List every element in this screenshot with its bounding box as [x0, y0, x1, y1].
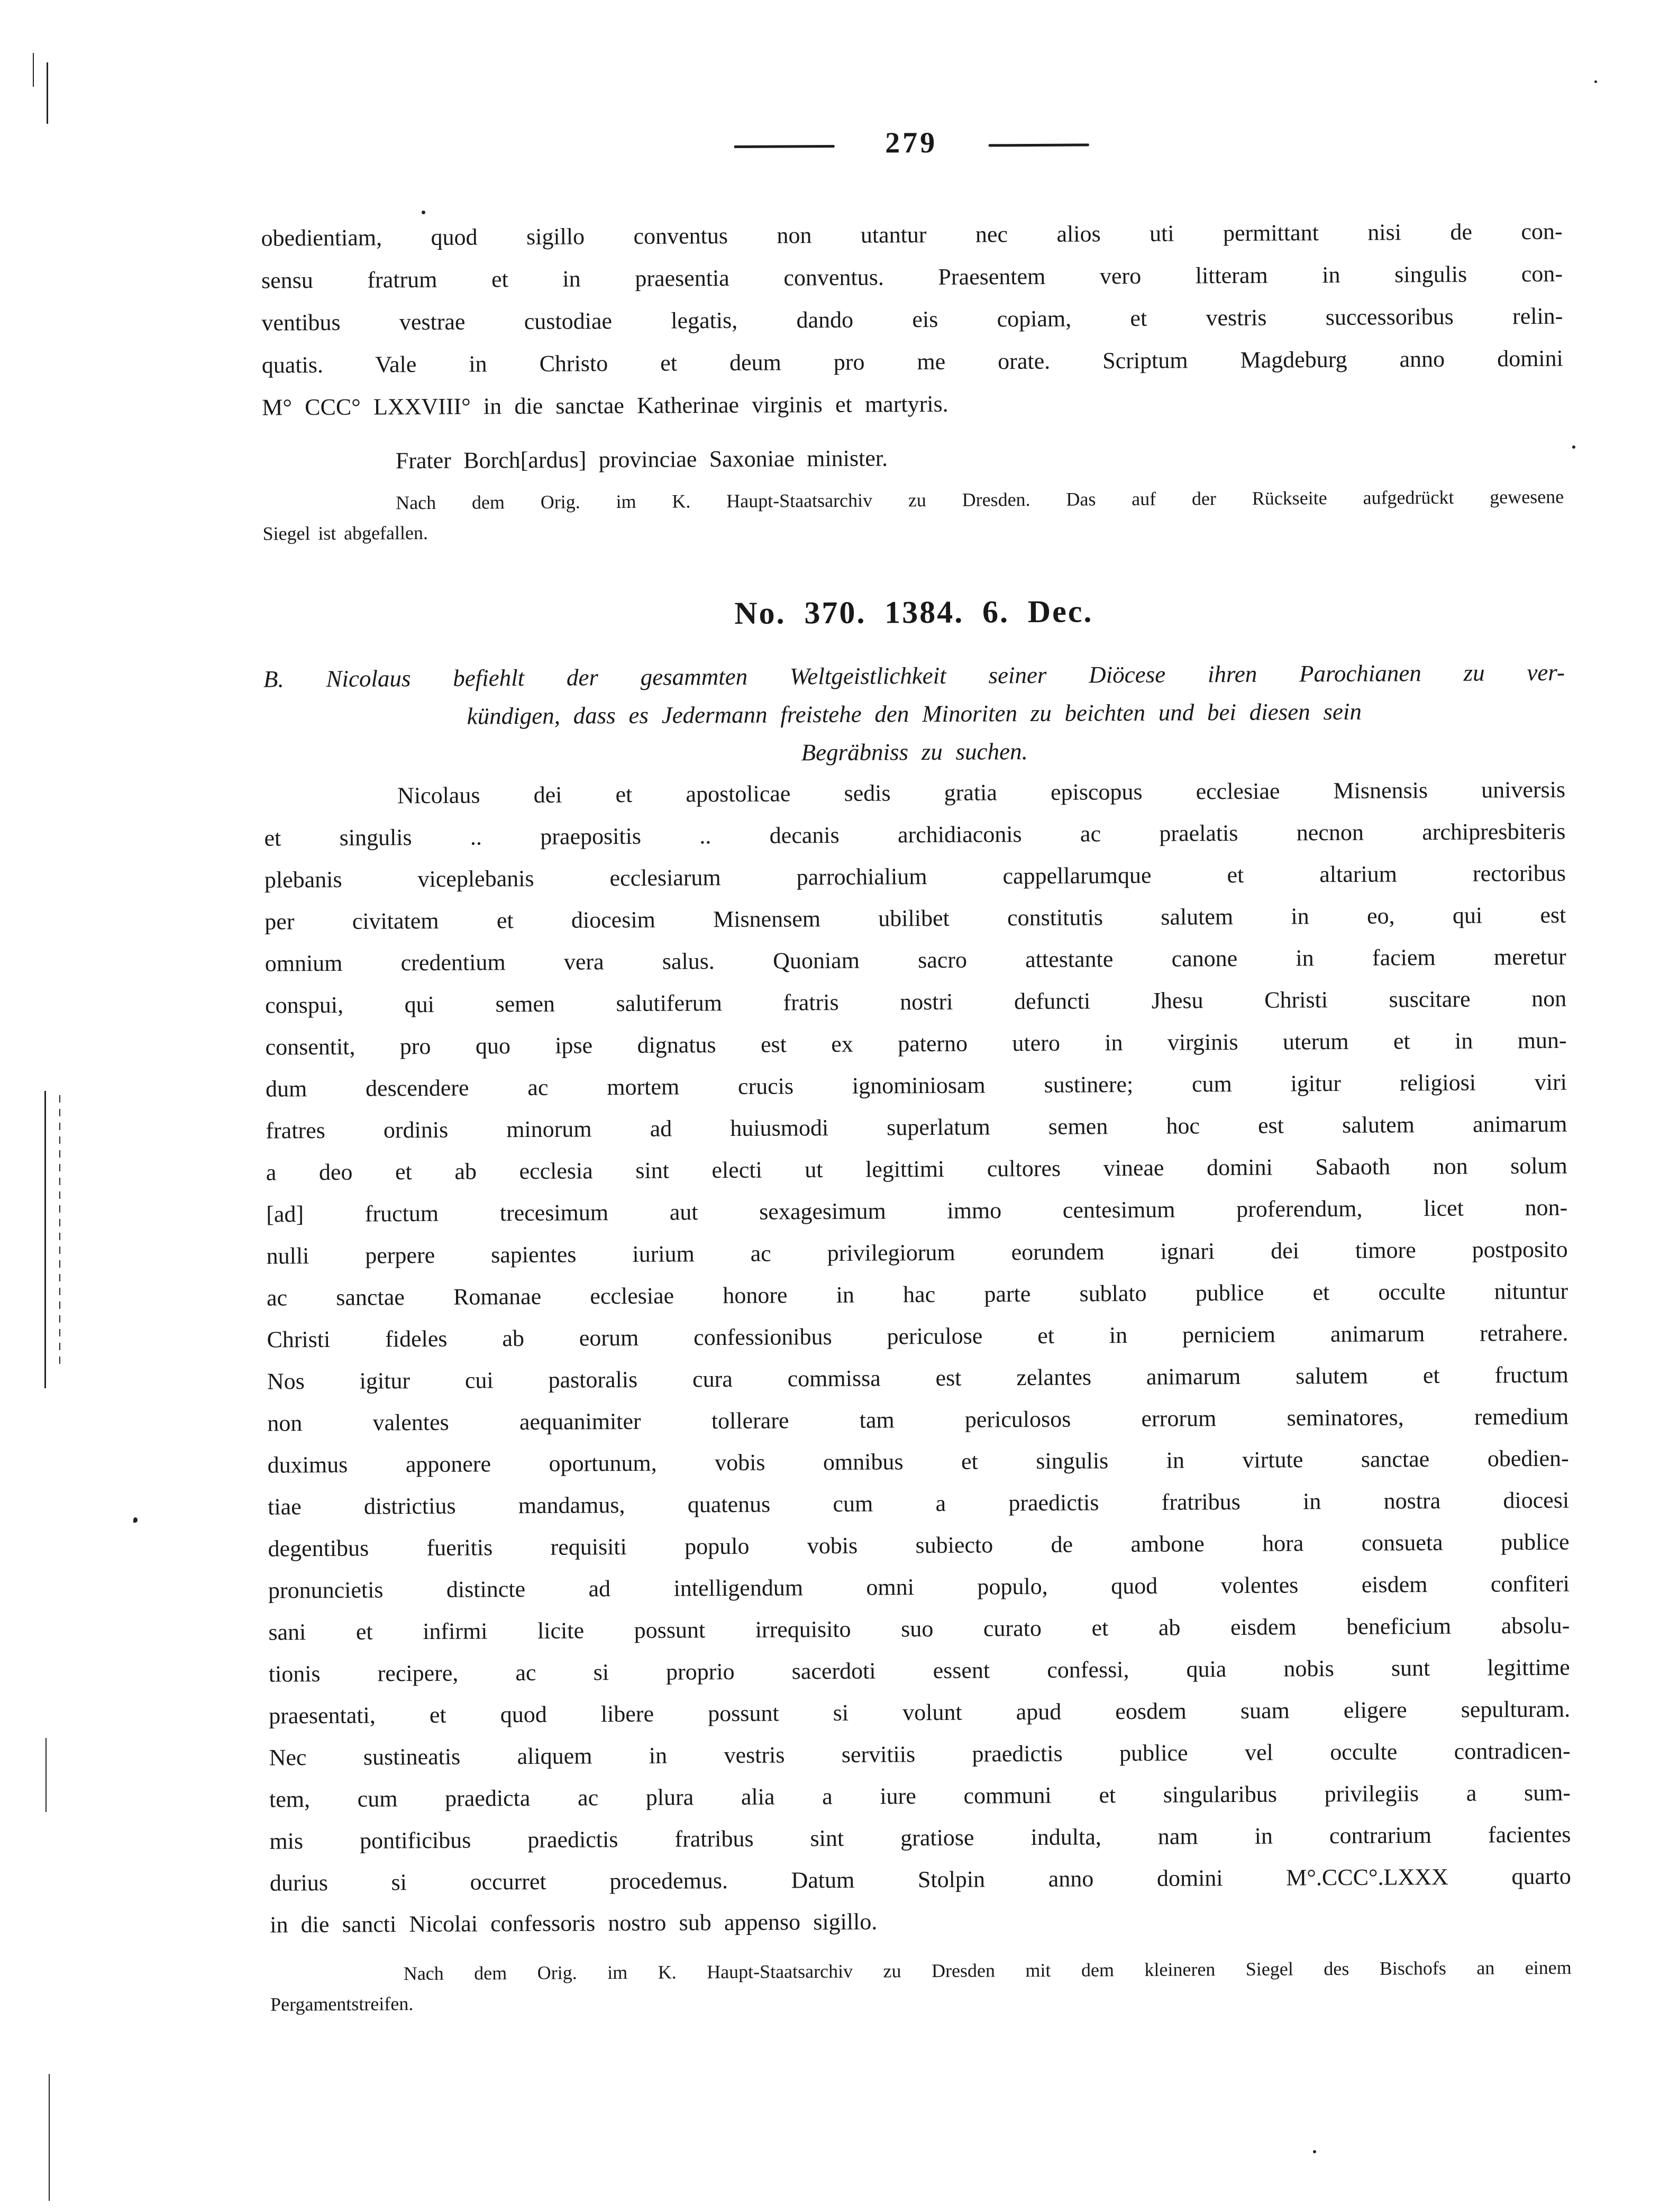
text-line: Pergamentstreifen.: [270, 1993, 414, 2015]
text-line: sensu fratrum et in praesentia conventus. Praesentem vero litteram in singulis con-: [261, 260, 1563, 294]
text-line: tiae districtius mandamus, quatenus cum a praedictis fratribus in nostra diocesi: [268, 1487, 1570, 1520]
text-line: ac sanctae Romanae ecclesiae honore in hac parte sublato publice et occulte nituntur: [266, 1278, 1568, 1311]
text-line: fratres ordinis minorum ad huiusmodi superlatum semen hoc est salutem animarum: [266, 1110, 1567, 1144]
entry-370-source-note: [270, 1953, 1572, 2020]
text-line: omnium credentium vera salus. Quoniam sacro attestante canone in faciem meretur: [264, 943, 1566, 977]
text-line: praesentati, et quod libere possunt si volunt apud eosdem suam eligere sepulturam.: [269, 1696, 1571, 1729]
text-line: in die sancti Nicolai confessoris nostro sub appenso sigillo.: [270, 1908, 878, 1938]
entry-370-summary: [263, 653, 1565, 775]
scan-artifact: [44, 1091, 46, 1388]
scan-speck: [1313, 2150, 1316, 2153]
scan-speck: [1594, 80, 1597, 83]
text-line: Nicolaus dei et apostolicae sedis gratia episcopus ecclesiae Misnensis universis: [397, 776, 1566, 809]
text-line: Nach dem Orig. im K. Haupt-Staatsarchiv zu Dresden mit dem kleineren Siegel des Bischofs an einem: [403, 1956, 1572, 1985]
text-line: [ad] fructum trecesimum aut sexagesimum immo centesimum proferendum, licet non-: [266, 1194, 1568, 1227]
text-line: Nec sustineatis aliquem in vestris servitiis praedictis publice vel occulte contradicen-: [269, 1737, 1571, 1771]
text-line: degentibus fueritis requisiti populo vobis subiecto de ambone hora consueta publice: [268, 1528, 1570, 1562]
scan-artifact: [59, 1095, 60, 1370]
text-line: ventibus vestrae custodiae legatis, dando eis copiam, et vestris successoribus relin-: [261, 303, 1563, 336]
text-line: quatis. Vale in Christo et deum pro me orate. Scriptum Magdeburg anno domini: [261, 345, 1563, 378]
text-line: M° CCC° LXXVIII° in die sanctae Katherinae virginis et martyris.: [262, 390, 948, 421]
page-number: 279: [884, 126, 938, 160]
entry-370-body: [264, 769, 1572, 1946]
text-line: tem, cum praedicta ac plura alia a iure communi et singularibus privilegiis a sum-: [269, 1779, 1571, 1813]
scan-artifact: [47, 62, 48, 124]
entry-370-heading: No. 370. 1384. 6. Dec.: [734, 594, 1093, 631]
text-line: Nach dem Orig. im K. Haupt-Staatsarchiv zu Dresden. Das auf der Rückseite aufgedrückt gewesene: [396, 486, 1564, 514]
scan-speck: [133, 1517, 138, 1523]
text-line: consentit, pro quo ipse dignatus est ex paterno utero in virginis uterum et in mun-: [265, 1027, 1567, 1060]
scan-artifact: [45, 1738, 47, 1812]
text-line: plebanis viceplebanis ecclesiarum parrochialium cappellarumque et altarium rectoribus: [264, 860, 1566, 893]
scan-artifact: [33, 53, 34, 87]
text-line: pronuncietis distincte ad intelligendum omni populo, quod volentes eisdem confiteri: [268, 1570, 1570, 1604]
header-rule-right: [988, 143, 1089, 147]
entry-369-signature: Frater Borch[ardus] provinciae Saxoniae minister.: [395, 445, 888, 474]
text-line: nulli perpere sapientes iurium ac privilegiorum eorundem ignari dei timore postposito: [266, 1236, 1568, 1269]
text-line: mis pontificibus praedictis fratribus sint gratiose indulta, nam in contrarium facientes: [269, 1821, 1571, 1854]
text-line: non valentes aequanimiter tollerare tam periculosos errorum seminatores, remedium: [267, 1403, 1569, 1436]
scan-speck: [422, 211, 425, 214]
text-line: tionis recipere, ac si proprio sacerdoti essent confessi, quia nobis sunt legittime: [268, 1654, 1570, 1687]
text-line: Nos igitur cui pastoralis cura commissa est zelantes animarum salutem et fructum: [267, 1361, 1568, 1395]
text-line: Begräbniss zu suchen.: [801, 738, 1028, 766]
text-line: duximus apponere oportunum, vobis omnibus et singulis in virtute sanctae obedien-: [267, 1445, 1569, 1478]
text-line: B. Nicolaus befiehlt der gesammten Weltgeistlichkeit seiner Diöcese ihren Parochianen zu ver-: [263, 659, 1565, 693]
text-line: kündigen, dass es Jedermann freistehe den Minoriten zu beichten und bei diesen sein: [467, 698, 1362, 730]
text-line: Siegel ist abgefallen.: [262, 522, 428, 544]
text-line: a deo et ab ecclesia sint electi ut legittimi cultores vineae domini Sabaoth non solum: [266, 1152, 1567, 1186]
page-header: [261, 122, 1562, 164]
text-line: Christi fideles ab eorum confessionibus periculose et in perniciem animarum retrahere.: [267, 1319, 1568, 1353]
entry-369-source-note: [262, 482, 1564, 549]
text-line: sani et infirmi licite possunt irrequisito suo curato et ab eisdem beneficium absolu-: [268, 1612, 1570, 1645]
text-line: conspui, qui semen salutiferum fratris nostri defuncti Jhesu Christi suscitare non: [265, 985, 1567, 1018]
text-line: obedientiam, quod sigillo conventus non utantur nec alios uti permittant nisi de con-: [261, 218, 1563, 251]
scan-speck: [1572, 445, 1575, 449]
text-line: per civitatem et diocesim Misnensem ubilibet constitutis salutem in eo, qui est: [264, 902, 1566, 935]
scan-artifact: [49, 2074, 50, 2201]
entry-369-body: [261, 211, 1563, 429]
text-line: dum descendere ac mortem crucis ignominiosam sustinere; cum igitur religiosi viri: [265, 1069, 1567, 1102]
text-line: et singulis .. praepositis .. decanis archidiaconis ac praelatis necnon archipresbiteris: [264, 818, 1566, 851]
header-rule-left: [734, 145, 834, 148]
text-line: durius si occurret procedemus. Datum Stolpin anno domini M°.CCC°.LXXX quarto: [269, 1863, 1571, 1896]
